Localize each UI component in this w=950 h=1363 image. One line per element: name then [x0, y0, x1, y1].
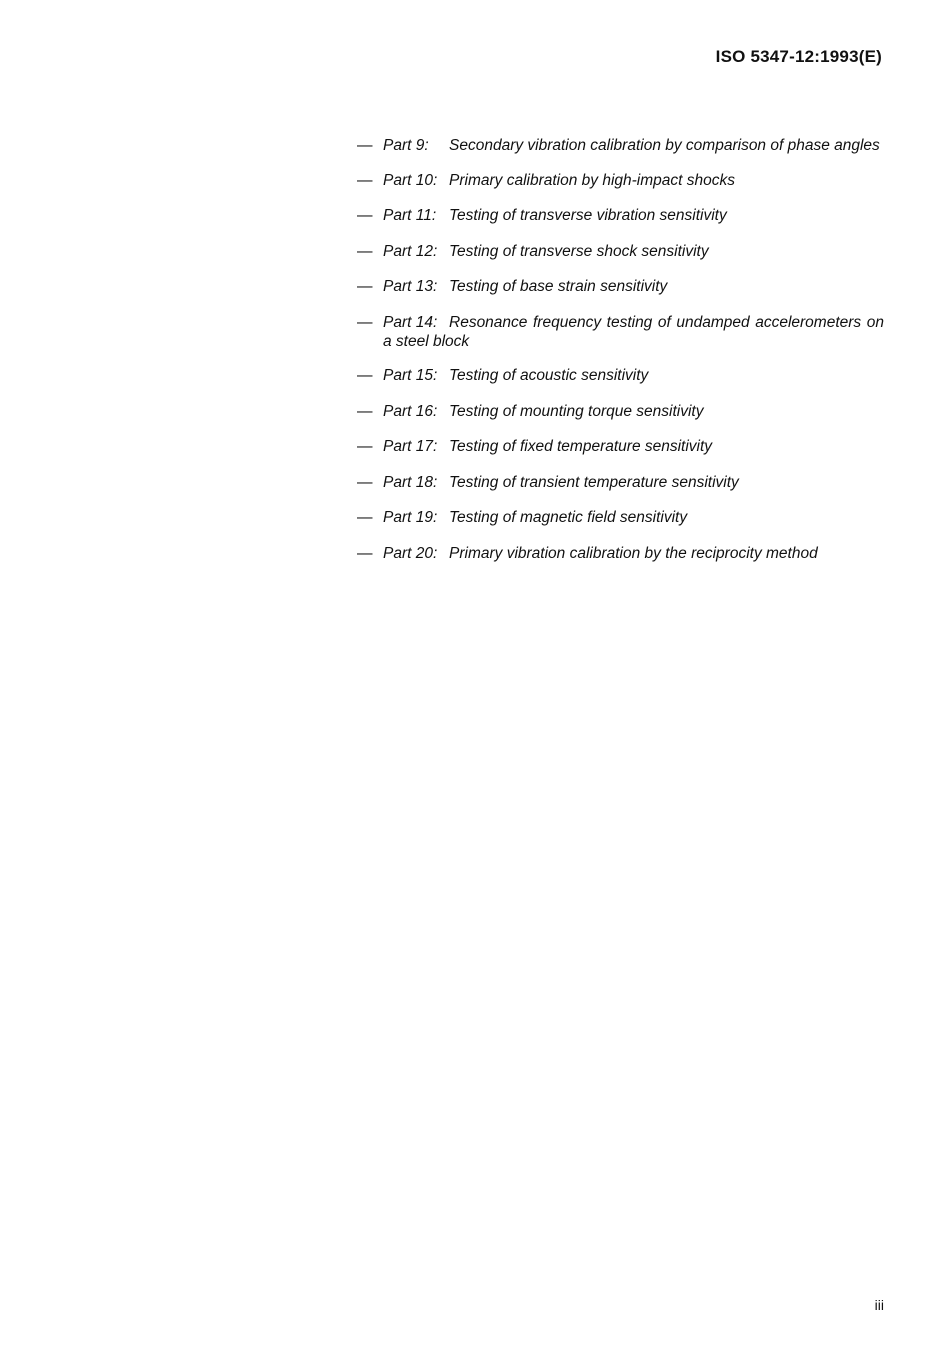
part-title: Resonance frequency testing of undamped accelerometers on a steel block — [383, 313, 884, 350]
list-item-text — [383, 437, 884, 456]
part-number: Part 10: — [383, 171, 438, 189]
list-dash: — — [357, 473, 373, 491]
part-title: Testing of base strain sensitivity — [449, 278, 668, 295]
part-number: Part 20: — [383, 544, 438, 562]
list-item-part-18 — [357, 473, 884, 492]
list-item-text — [383, 544, 884, 563]
list-dash: — — [357, 402, 373, 420]
list-item-part-11 — [357, 206, 884, 225]
list-item-text — [383, 313, 884, 351]
list-item-part-17 — [357, 437, 884, 456]
list-item-part-9 — [357, 136, 884, 155]
list-dash: — — [357, 509, 373, 526]
page-number: iii — [874, 1297, 884, 1313]
part-number: Part 13: — [383, 278, 438, 295]
list-item-text — [383, 242, 884, 261]
list-item-part-20 — [357, 544, 884, 563]
list-item-text — [383, 508, 884, 527]
list-item-text — [383, 171, 884, 190]
part-title: Primary vibration calibration by the reciprocity method — [449, 544, 818, 562]
part-number: Part 15: — [383, 367, 438, 384]
list-item-part-16 — [357, 402, 884, 421]
part-number: Part 14: — [383, 313, 438, 331]
part-title: Testing of magnetic field sensitivity — [449, 509, 688, 526]
list-dash: — — [357, 171, 373, 189]
list-dash: — — [357, 313, 373, 331]
part-number: Part 18: — [383, 473, 438, 491]
list-dash: — — [357, 544, 373, 562]
part-title: Testing of acoustic sensitivity — [449, 367, 649, 384]
part-title: Testing of transverse shock sensitivity — [449, 242, 709, 260]
list-item-part-19 — [357, 508, 884, 527]
part-number: Part 12: — [383, 242, 438, 260]
part-title: Primary calibration by high-impact shocks — [449, 171, 735, 189]
list-item-text — [383, 277, 884, 296]
part-title: Testing of transient temperature sensitivity — [449, 473, 739, 491]
list-item-text — [383, 473, 884, 492]
parts-list — [357, 136, 884, 579]
list-item-part-10 — [357, 171, 884, 190]
part-title: Secondary vibration calibration by comparison of phase angles — [449, 137, 880, 154]
list-dash: — — [357, 367, 373, 384]
part-title: Testing of transverse vibration sensitivity — [449, 207, 727, 224]
part-number: Part 9: — [383, 137, 429, 154]
list-dash: — — [357, 137, 373, 154]
list-item-text — [383, 206, 884, 225]
list-item-text — [383, 136, 884, 155]
document-id: ISO 5347-12:1993(E) — [715, 47, 882, 66]
list-item-part-13 — [357, 277, 884, 296]
part-title: Testing of mounting torque sensitivity — [449, 402, 704, 420]
list-dash: — — [357, 438, 373, 455]
list-dash: — — [357, 207, 373, 224]
part-number: Part 11: — [383, 207, 437, 224]
list-item-text — [383, 402, 884, 421]
list-dash: — — [357, 278, 373, 295]
list-item-part-12 — [357, 242, 884, 261]
part-number: Part 17: — [383, 438, 438, 455]
part-title: Testing of fixed temperature sensitivity — [449, 438, 713, 455]
list-item-part-15 — [357, 366, 884, 385]
list-dash: — — [357, 242, 373, 260]
part-number: Part 16: — [383, 402, 438, 420]
list-item-part-14 — [357, 313, 884, 351]
part-number: Part 19: — [383, 509, 438, 526]
list-item-text — [383, 366, 884, 385]
